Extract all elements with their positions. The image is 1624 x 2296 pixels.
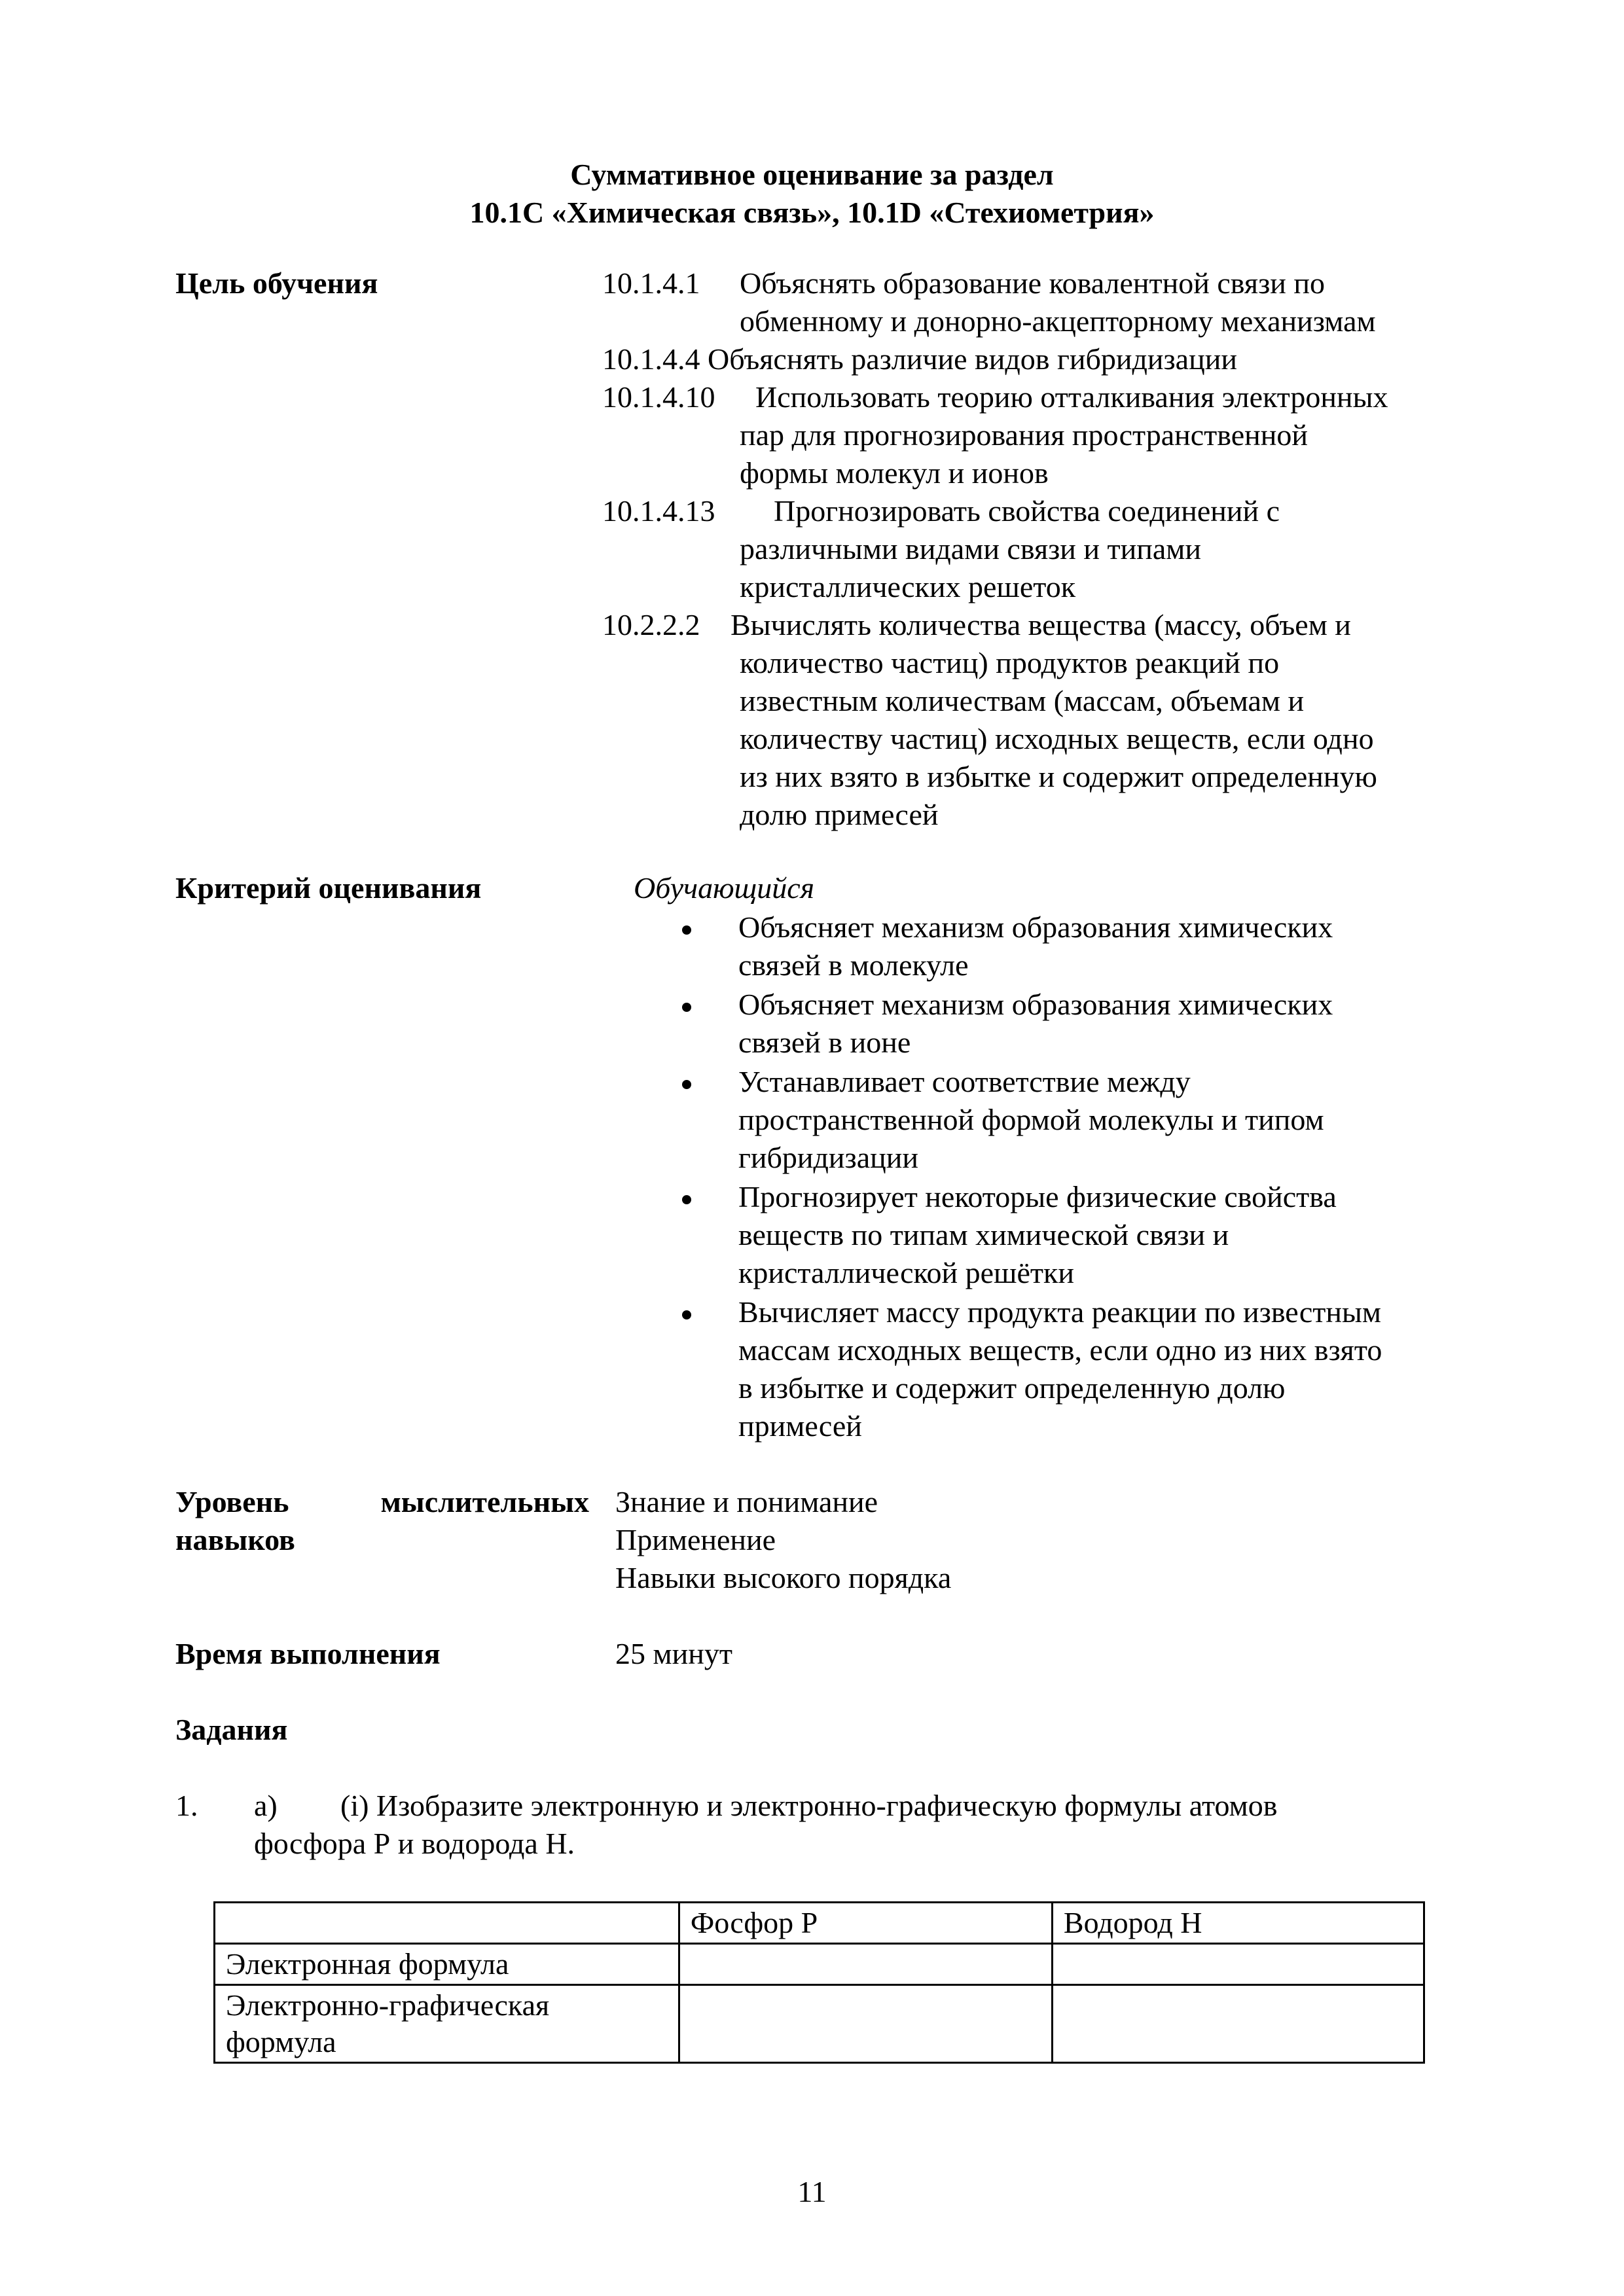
- task-text: фосфора Р и водорода Н.: [254, 1827, 575, 1860]
- table-header-cell: [215, 1903, 679, 1944]
- criteria-line: Объясняет механизм образования химических: [738, 910, 1333, 944]
- criteria-item: [738, 986, 1454, 1062]
- table-row: [215, 1985, 1424, 2063]
- criteria-line: Объясняет механизм образования химических: [738, 988, 1333, 1021]
- task-text: (i) Изобразите электронную и электронно-графическую формулы атомов: [340, 1789, 1278, 1822]
- table-header-row: [215, 1903, 1424, 1944]
- skill-level: Навыки высокого порядка: [615, 1561, 952, 1594]
- criteria-item: [738, 1178, 1454, 1292]
- task-number: 1.: [175, 1789, 198, 1822]
- criteria-line: в избытке и содержит определенную долю: [738, 1371, 1286, 1405]
- criteria-line: связей в ионе: [738, 1026, 911, 1059]
- answer-cell[interactable]: [1052, 1985, 1424, 2063]
- objective-line: Объяснять различие видов гибридизации: [708, 342, 1237, 376]
- table-header-cell: Фосфор Р: [679, 1903, 1052, 1944]
- answer-cell[interactable]: [679, 1944, 1052, 1985]
- criteria-line: Устанавливает соответствие между: [738, 1065, 1191, 1098]
- criteria-line: кристаллической решётки: [738, 1256, 1074, 1289]
- objective-item: [602, 378, 1454, 492]
- objective-item: [602, 606, 1454, 834]
- objective-code: 10.2.2.2: [602, 608, 700, 641]
- criteria-line: пространственной формой молекулы и типом: [738, 1103, 1324, 1136]
- task-part: a): [254, 1789, 278, 1822]
- objective-line: долю примесей: [740, 798, 939, 831]
- criteria-line: примесей: [738, 1409, 862, 1443]
- bullet-icon: [682, 1195, 691, 1204]
- criteria-line: гибридизации: [738, 1141, 918, 1174]
- answer-cell[interactable]: [1052, 1944, 1424, 1985]
- skills-label-word2: мыслительных: [380, 1485, 589, 1518]
- row-label-line: Электронно-графическая: [226, 1988, 550, 2022]
- criteria-item: [738, 1293, 1454, 1445]
- bullet-icon: [682, 925, 691, 935]
- table-row: [215, 1944, 1424, 1985]
- objective-line: Объяснять образование ковалентной связи по: [740, 266, 1325, 300]
- objective-line: количеству частиц) исходных веществ, если одно: [740, 722, 1374, 755]
- objective-item: [602, 492, 1454, 606]
- criteria-line: веществ по типам химической связи и: [738, 1218, 1229, 1251]
- answer-table: [213, 1901, 1425, 2064]
- answer-cell[interactable]: [679, 1985, 1052, 2063]
- objective-line: количество частиц) продуктов реакций по: [740, 646, 1280, 679]
- objective-line: формы молекул и ионов: [740, 456, 1049, 490]
- criteria-label: Критерий оценивания: [175, 871, 482, 905]
- bullet-icon: [682, 1310, 691, 1319]
- bullet-icon: [682, 1003, 691, 1012]
- objective-line: Прогнозировать свойства соединений с: [774, 494, 1280, 528]
- objective-item: [602, 264, 1454, 340]
- criteria-line: Прогнозирует некоторые физические свойства: [738, 1180, 1337, 1213]
- title-line-1: Суммативное оценивание за раздел: [570, 158, 1054, 191]
- objective-line: обменному и донорно-акцепторному механизмам: [740, 304, 1376, 338]
- tasks-label: Задания: [175, 1713, 288, 1746]
- criteria-line: массам исходных веществ, если одно из них взято: [738, 1333, 1382, 1367]
- criteria-line: связей в молекуле: [738, 948, 969, 982]
- skills-label-word3: навыков: [175, 1523, 295, 1556]
- page-title: [0, 156, 1624, 232]
- objective-line: кристаллических решеток: [740, 570, 1076, 603]
- objective-code: 10.1.4.1: [602, 266, 700, 300]
- skill-level: Применение: [615, 1523, 776, 1556]
- objective-line: Использовать теорию отталкивания электронных: [755, 380, 1388, 414]
- objective-code: 10.1.4.4: [602, 342, 700, 376]
- objective-line: известным количествам (массам, объемам и: [740, 684, 1305, 717]
- title-line-2: 10.1С «Химическая связь», 10.1D «Стехиометрия»: [469, 196, 1155, 229]
- objective-code: 10.1.4.13: [602, 494, 715, 528]
- criteria-heading: Обучающийся: [634, 871, 815, 905]
- skills-label-word1: Уровень: [175, 1485, 289, 1518]
- criteria-item: [738, 908, 1454, 984]
- time-label: Время выполнения: [175, 1637, 441, 1670]
- objective-line: Вычислять количества вещества (массу, объем и: [731, 608, 1351, 641]
- objective-line: пар для прогнозирования пространственной: [740, 418, 1308, 452]
- criteria-item: [738, 1063, 1454, 1177]
- objective-code: 10.1.4.10: [602, 380, 715, 414]
- bullet-icon: [682, 1080, 691, 1089]
- page-number: 11: [797, 2175, 827, 2208]
- skill-level: Знание и понимание: [615, 1485, 878, 1518]
- objective-line: из них взято в избытке и содержит определенную: [740, 760, 1377, 793]
- objectives-label: Цель обучения: [175, 266, 378, 300]
- row-label-line: формула: [226, 2025, 336, 2058]
- objective-item: [602, 340, 1454, 378]
- table-header-cell: Водород Н: [1052, 1903, 1424, 1944]
- criteria-line: Вычисляет массу продукта реакции по известным: [738, 1295, 1382, 1329]
- row-label-cell: Электронная формула: [215, 1944, 679, 1985]
- time-value: 25 минут: [615, 1637, 732, 1670]
- objective-line: различными видами связи и типами: [740, 532, 1202, 565]
- row-label-cell: [215, 1985, 679, 2063]
